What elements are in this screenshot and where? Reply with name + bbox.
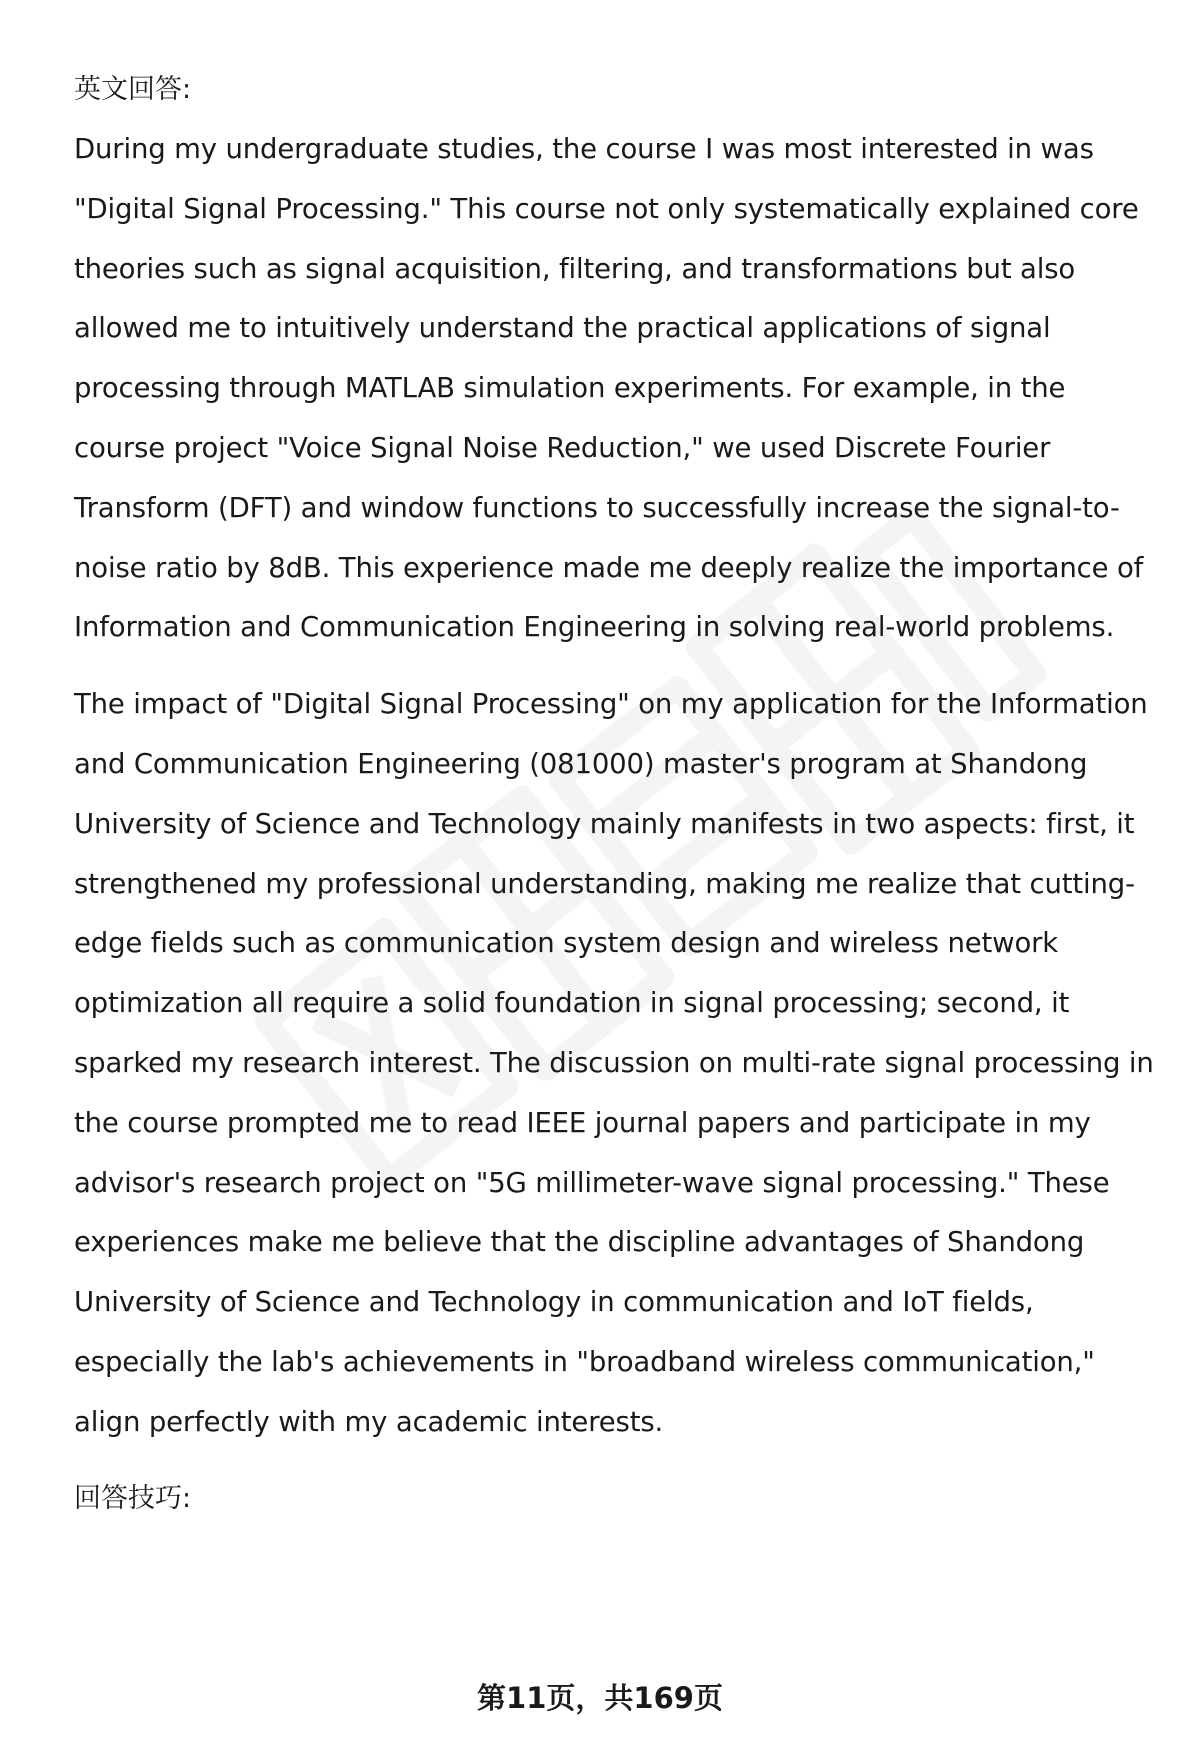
paragraph-2: The impact of "Digital Signal Processing" on my application for the Information and Communication Engineering (081000) master's program at Shandong University of Science and Technology mainly manifests in two aspects: first, it strengthened my professional understanding, making me realize that cutting-edge fields such as communication system design and wireless network optimization all require a solid foundation in signal processing; second, it sparked my research interest. The discussion on multi-rate signal processing in the course prompted me to read IEEE journal papers and participate in my advisor's research project on "5G millimeter-wave signal processing." These experiences make me believe that the discipline advantages of Shandong University of Science and Technology in communication and IoT fields, especially the lab's achievements in "broadband wireless communication," align perfectly with my academic interests.: [74, 688, 1154, 1438]
paragraph-1: During my undergraduate studies, the course I was most interested in was "Digital Signal Processing." This course not only systematically explained core theories such as signal acquisition, filtering, and transformations but also allowed me to intuitively understand the practical applications of signal processing through MATLAB simulation experiments. For example, in the course project "Voice Signal Noise Reduction," we used Discrete Fourier Transform (DFT) and window functions to successfully increase the signal-to-noise ratio by 8dB. This experience made me deeply realize the importance of Information and Communication Engineering in solving real-world problems.: [74, 133, 1144, 644]
page-number-footer: 第11页，共169页: [477, 1681, 723, 1715]
section-heading: 英文回答:: [74, 74, 192, 105]
document-body: [74, 62, 1164, 1527]
tips-heading: 回答技巧:: [74, 1482, 192, 1514]
